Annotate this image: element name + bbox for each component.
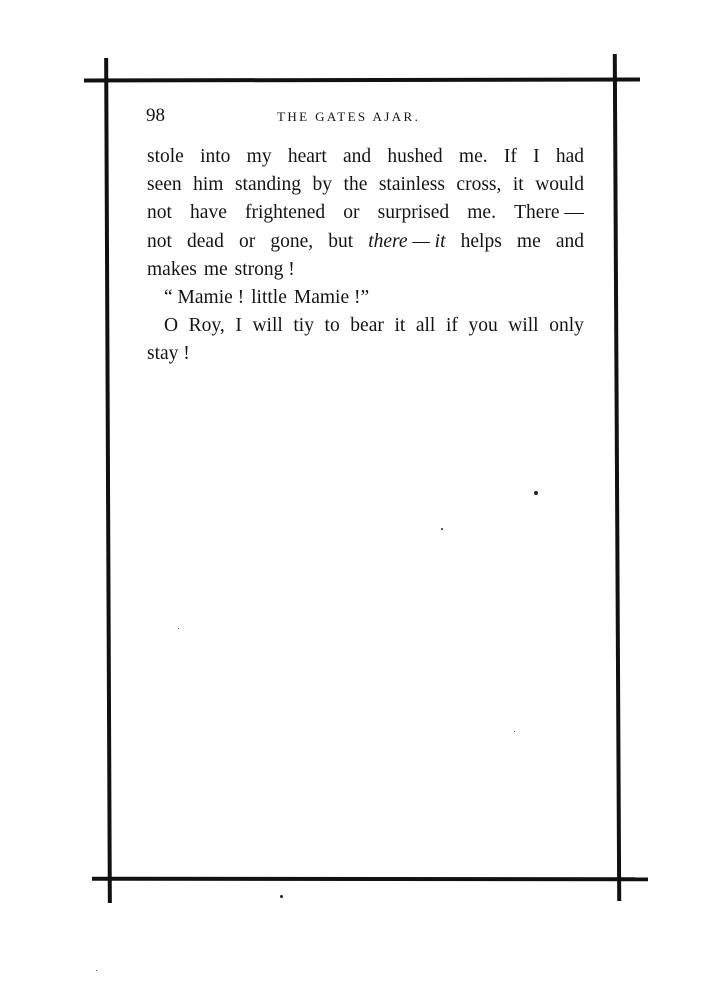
word: it [512,174,524,196]
text-line [147,143,584,171]
word: I [235,315,242,337]
word: stole [147,146,184,167]
word: or [238,230,256,252]
word: dead [187,230,224,252]
word: “ Mamie ! [164,286,245,308]
word: and [555,230,584,252]
page-number: 98 [146,105,165,126]
print-speck [534,491,538,495]
word: makes [147,258,197,280]
body-text [147,143,584,369]
word: standing [234,174,302,196]
word: or [343,202,360,224]
word: me [203,258,228,280]
word: O [164,315,179,337]
word: the [343,174,368,196]
word: not [147,230,172,252]
word: There — [514,202,584,224]
word: little [251,286,287,308]
word: you [468,315,498,337]
word: have [190,202,227,224]
word: all [415,315,436,337]
print-speck [280,895,283,898]
frame-rule-right [613,54,621,901]
text-line [147,228,584,256]
word: Roy, [188,315,225,337]
word: only [549,315,584,337]
word: and [343,146,372,167]
frame-rule-bottom [92,877,648,881]
word: strong ! [234,258,295,280]
word: will [252,315,283,337]
word: gone, [270,230,314,252]
text-line [147,171,584,199]
word: had [555,146,584,167]
word: surprised [377,202,450,224]
word: stainless [378,174,445,196]
word: stay ! [147,343,190,365]
print-speck [178,628,179,629]
word: seen [147,174,182,196]
running-title: THE GATES AJAR. [277,109,421,124]
print-speck [441,528,443,530]
frame-rule-left [104,58,112,903]
word: my [246,146,272,167]
word: frightened [244,202,326,224]
text-line [147,340,584,368]
word: him [193,174,224,196]
word: me [516,230,541,252]
word: if [445,315,458,337]
word: but [328,230,354,252]
word: into [200,146,231,167]
word: to [324,315,340,337]
text-line [147,284,584,312]
word: would [535,174,584,196]
word: Mamie !” [293,286,370,308]
word: bear [350,315,384,337]
word: me. [467,202,496,224]
print-speck [514,731,515,732]
text-line [147,199,584,227]
word: cross, [456,174,502,196]
word: by [312,174,333,196]
word: I [533,146,540,167]
word: helps [460,230,502,252]
word: hushed [387,146,443,167]
word: it [394,315,406,337]
word: tiy [293,315,314,337]
word: will [508,315,539,337]
running-head [146,104,585,130]
italic-word: there — it [368,230,446,252]
word: not [147,202,172,224]
word: me. [458,146,488,167]
print-speck [96,970,97,971]
frame-rule-top [84,78,640,83]
word: heart [287,146,327,167]
word: If [503,146,517,167]
text-line [147,256,584,284]
text-line [147,312,584,340]
